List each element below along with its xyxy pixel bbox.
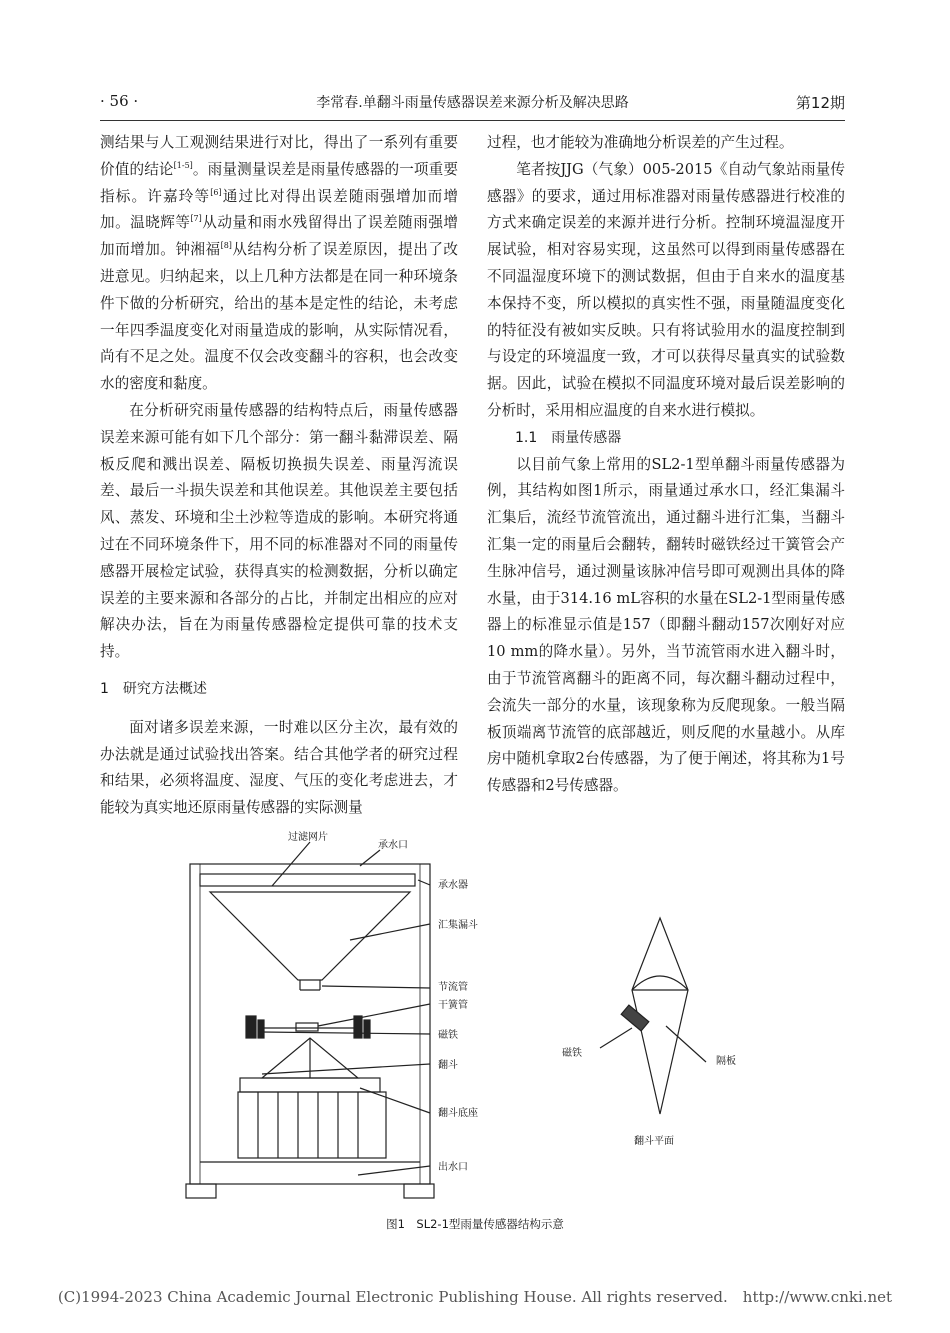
paragraph: 笔者按JJG（气象）005-2015《自动气象站雨量传感器》的要求，通过用标准器对雨量传感器进行校准的方式来确定误差的来源并进行分析。控制环境温湿度开展试验，相对容易实现，这虽然可以得到雨量传感器在不同温湿度环境下的测试数据，但由于自来水的温度基本保持不变，所以模拟的真实性不强，雨量随温度变化的特征没有被如实反映。只有将试验用水的温度控制到与设定的环境温度一致，才可以获得尽量真实的试验数据。因此，试验在模拟不同温度环境对最后误差影响的分析时，采用相应温度的自来水进行模拟。 <box>487 160 845 419</box>
page-number: · 56 · <box>100 92 139 110</box>
copyright-footer: (C)1994-2023 China Academic Journal Electronic Publishing House. All rights reserved. http://www.cnki.net <box>57 1288 893 1306</box>
housing-outline <box>190 864 430 1184</box>
figure-1 <box>0 820 950 1240</box>
label-water-receiver: 承水器 <box>438 880 468 891</box>
funnel-shape <box>210 892 410 980</box>
label-reed-switch: 干簧管 <box>438 1000 468 1011</box>
subsection-heading: 1.1 雨量传感器 <box>515 429 622 446</box>
magnet-block-left <box>246 1016 256 1038</box>
paragraph: 在分析研究雨量传感器的结构特点后，雨量传感器误差来源可能有如下几个部分：第一翻斗黏滞误差、隔板反爬和溅出误差、隔板切换损失误差、雨量泻流误差、最后一斗损失误差和其他误差。其他误差主要包括风、蒸发、环境和尘土沙粒等造成的影响。本研究将通过在不同环境条件下，用不同的标准器对不同的雨量传感器开展检定试验，获得真实的检测数据，分析以确定误差的主要来源和各部分的占比，并制定出相应的应对解决办法，旨在为雨量传感器检定提供可靠的技术支持。 <box>100 401 458 661</box>
paragraph: 测结果与人工观测结果进行对比，得出了一系列有重要价值的结论[1-5]。雨量测量误差是雨量传感器的一项重要指标。许嘉玲等[6]通过比对得出误差随雨强增加而增加。温晓辉等[7]从动量和雨水残留得出了误差随雨强增加而增加。钟湘福[8]从结构分析了误差原因，提出了改进意见。归纳起来，以上几种方法都是在同一种环境条件下做的分析研究，给出的基本是定性的结论，未考虑一年四季温度变化对雨量造成的影响，从实际情况看，尚有不足之处。温度不仅会改变翻斗的容积，也会改变水的密度和黏度。 <box>100 134 458 393</box>
label-filter-mesh: 过滤网片 <box>288 832 328 843</box>
header-rule <box>100 120 845 121</box>
label-bucket-base: 翻斗底座 <box>438 1108 478 1119</box>
citation: [7] <box>190 214 202 224</box>
label-partition: 隔板 <box>716 1056 736 1067</box>
bucket-base-body <box>238 1092 386 1158</box>
citation: [6] <box>210 187 222 197</box>
label-magnet: 磁铁 <box>438 1030 458 1041</box>
figure-caption: 图1 SL2-1型雨量传感器结构示意 <box>386 1217 564 1231</box>
label-bucket-plane: 翻斗平面 <box>634 1136 674 1147</box>
paragraph: 过程，也才能较为准确地分析误差的产生过程。 <box>487 134 794 151</box>
bucket-base-top <box>240 1078 380 1092</box>
running-title: 李常春.单翻斗雨量传感器误差来源分析及解决思路 <box>316 95 629 111</box>
housing-inner <box>200 864 420 1184</box>
foot-left <box>186 1184 216 1198</box>
right-column <box>487 130 845 800</box>
citation: [1-5] <box>173 160 193 170</box>
label-funnel: 汇集漏斗 <box>438 920 478 931</box>
reed-switch-shape <box>296 1023 318 1031</box>
paragraph: 面对诸多误差来源，一时难以区分主次，最有效的办法就是通过试验找出答案。结合其他学者的研究过程和结果，必须将温度、湿度、气压的变化考虑进去，才能较为真实地还原雨量传感器的实际测量 <box>100 718 458 817</box>
label-water-inlet: 承水口 <box>378 840 408 851</box>
paragraph: 以目前气象上常用的SL2-1型单翻斗雨量传感器为例，其结构如图1所示，雨量通过承水口，经汇集漏斗汇集后，流经节流管流出，通过翻斗进行汇集，当翻斗汇集一定的雨量后会翻转，翻转时磁铁经过干簧管会产生脉冲信号，通过测量该脉冲信号即可观测出具体的降水量，由于314.16 mL容积的水量在SL2-1型雨量传感器上的标准显示值是157（即翻斗翻动157次刚好对应10 mm的降水量）。另外，当节流管雨水进入翻斗时，由于节流管离翻斗的距离不同，每次翻斗翻动过程中，会流失一部分的水量，该现象称为反爬现象。一般当隔板顶端离节流管的底部越近，则反爬的水量越小。从库房中随机拿取2台传感器，为了便于阐述，将其称为1号传感器和2号传感器。 <box>487 455 845 795</box>
issue-number: 第12期 <box>795 94 845 112</box>
foot-right <box>404 1184 434 1198</box>
label-water-outlet: 出水口 <box>438 1162 468 1173</box>
label-magnet-right: 磁铁 <box>562 1048 582 1059</box>
citation: [8] <box>220 241 232 251</box>
section-heading: 1 研究方法概述 <box>100 680 207 697</box>
magnet-right-shape <box>621 1005 649 1031</box>
label-tipping-bucket: 翻斗 <box>438 1060 458 1071</box>
label-throttle-pipe: 节流管 <box>438 982 468 993</box>
rain-gauge-diagram <box>0 820 950 1220</box>
water-receiver-rim <box>200 874 415 886</box>
page-header <box>100 92 845 116</box>
left-column <box>100 130 458 822</box>
